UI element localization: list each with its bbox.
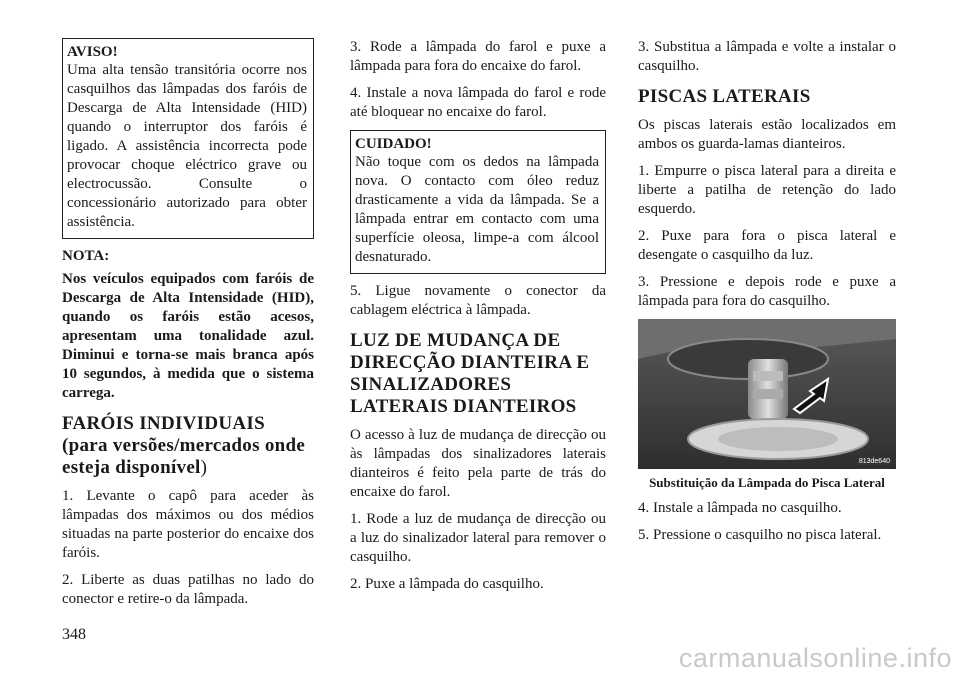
warning-text: Uma alta tensão transitória ocorre nos casquilhos das lâmpadas dos faróis de Descarga de Alta Intensidade (HID) quando o interruptor dos faróis é ligado. A assistência incorrecta pode provocar choque eléctrico grave ou electrocussão. Consulte o concessionário autorizado para obter assistência. bbox=[67, 62, 307, 230]
caution-box bbox=[350, 130, 606, 274]
step-3-turn-signal: 3. Substitua a lâmpada e volte a instalar o casquilho. bbox=[638, 39, 896, 74]
caution-text: Não toque com os dedos na lâmpada nova. O contacto com óleo reduz drasticamente a vida da lâmpada. Se a lâmpada entrar em contacto com uma superfície oleosa, limpe-a com álcool desnaturado. bbox=[355, 154, 599, 265]
column-middle bbox=[350, 38, 606, 602]
step-1-turn-signal: 1. Rode a luz de mudança de direcção ou a luz do sinalizador lateral para remover o casquilho. bbox=[350, 511, 606, 565]
section-heading-headlamps bbox=[62, 413, 314, 479]
warning-box bbox=[62, 38, 314, 239]
heading-sub: (para versões/mercados onde esteja disponível bbox=[62, 435, 306, 478]
note-text: Nos veículos equipados com faróis de Descarga de Alta Intensidade (HID), quando os faróis estão acesos, apresentam uma tonalidade azul. Diminui e torna-se mais branca após 10 segundos, à medida que o sistema carrega. bbox=[62, 271, 314, 401]
watermark: carmanualsonline.info bbox=[678, 643, 952, 673]
column-right bbox=[638, 38, 896, 553]
page-number: 348 bbox=[62, 626, 86, 643]
step-1-side-repeater: 1. Empurre o pisca lateral para a direita e liberte a patilha de retenção do lado esquerdo. bbox=[638, 163, 896, 217]
column-left bbox=[62, 38, 314, 617]
note-label: NOTA: bbox=[62, 248, 110, 264]
step-2-headlamp: 2. Liberte as duas patilhas no lado do conector e retire-o da lâmpada. bbox=[62, 572, 314, 607]
side-repeater-photo bbox=[638, 319, 896, 469]
caution-title: CUIDADO! bbox=[355, 136, 432, 152]
step-2-turn-signal: 2. Puxe a lâmpada do casquilho. bbox=[350, 576, 544, 592]
section-heading-turn-signal: LUZ DE MUDANÇA DE DIRECÇÃO DIANTEIRA E SINALIZADORES LATERAIS DIANTEIROS bbox=[350, 330, 590, 417]
step-3-headlamp: 3. Rode a lâmpada do farol e puxe a lâmpada para fora do encaixe do farol. bbox=[350, 39, 606, 74]
side-repeater-intro: Os piscas laterais estão localizados em ambos os guarda-lamas dianteiros. bbox=[638, 117, 896, 152]
step-4-headlamp: 4. Instale a nova lâmpada do farol e rode até bloquear no encaixe do farol. bbox=[350, 85, 606, 120]
warning-title: AVISO! bbox=[67, 44, 118, 60]
heading-main: FARÓIS INDIVIDUAIS bbox=[62, 413, 265, 434]
step-1-headlamp: 1. Levante o capô para aceder às lâmpadas dos máximos ou dos médios situadas na parte posterior do encaixe dos faróis. bbox=[62, 488, 314, 561]
figure-caption: Substituição da Lâmpada do Pisca Lateral bbox=[649, 475, 885, 490]
step-5-headlamp: 5. Ligue novamente o conector da cablagem eléctrica à lâmpada. bbox=[350, 283, 606, 318]
turn-signal-intro: O acesso à luz de mudança de direcção ou às lâmpadas dos sinalizadores laterais dianteiros é feito pela parte de trás do encaixe do farol. bbox=[350, 427, 606, 500]
bulb-socket-illustration bbox=[638, 319, 896, 469]
section-heading-side-repeaters: PISCAS LATERAIS bbox=[638, 86, 811, 107]
step-2-side-repeater: 2. Puxe para fora o pisca lateral e desengate o casquilho da luz. bbox=[638, 228, 896, 263]
step-3-side-repeater: 3. Pressione e depois rode e puxe a lâmpada para fora do casquilho. bbox=[638, 274, 896, 309]
step-4-side-repeater: 4. Instale a lâmpada no casquilho. bbox=[638, 500, 842, 516]
figure-code: 813de640 bbox=[858, 458, 890, 465]
heading-close: ) bbox=[200, 457, 208, 478]
step-5-side-repeater: 5. Pressione o casquilho no pisca lateral. bbox=[638, 527, 882, 543]
